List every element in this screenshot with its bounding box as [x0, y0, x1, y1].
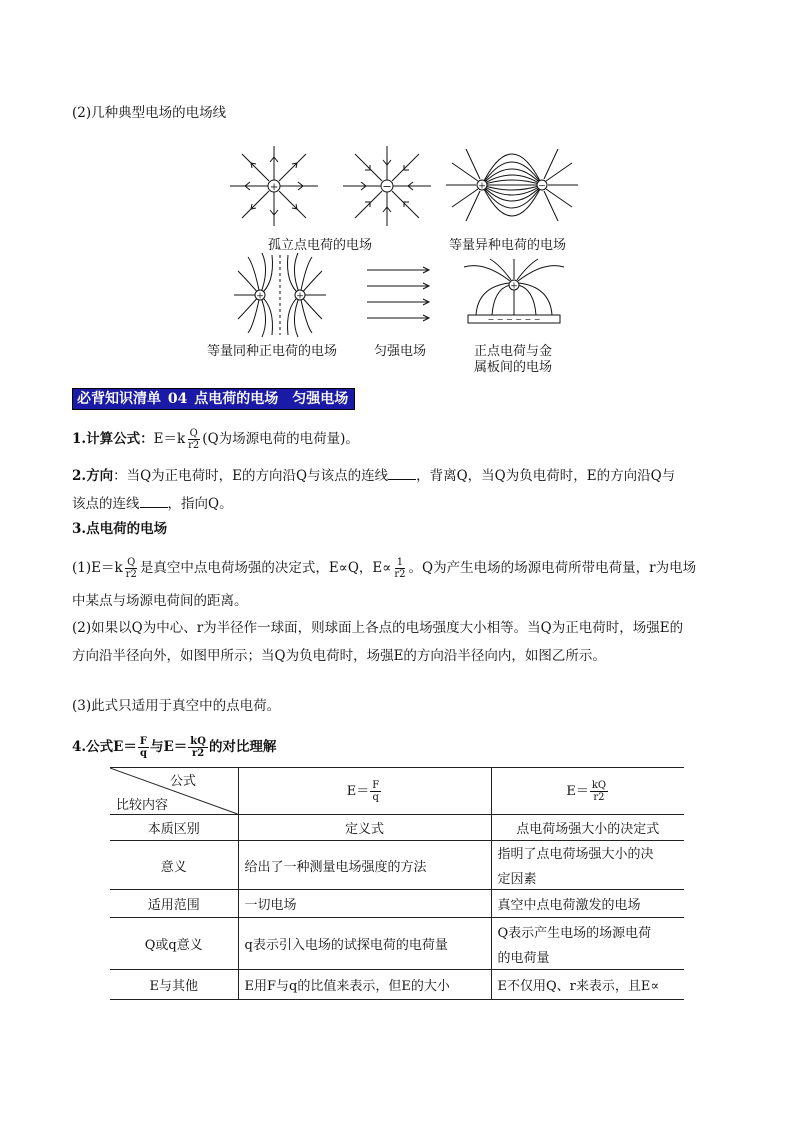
item3-para1-line1: (1)E＝k $\frac{Q}{r2}$ 是真空中点电荷场强的决定式，E∝Q，E∝ $\frac{1}{r2}$ 。Q为产生电场的场源电荷所带电荷量，r为电场 [72, 557, 697, 580]
header-definition-formula: E＝ $\frac{F}{q}$ [238, 768, 491, 815]
svg-text:−: − [382, 180, 392, 193]
item3-para3: (3)此式只适用于真空中的点电荷。 [72, 698, 281, 714]
charge-plate-diagram [464, 259, 564, 324]
like-charges-diagram [234, 253, 326, 337]
table-header-row [110, 768, 684, 815]
caption-isolated-charge: 孤立点电荷的电场 [268, 238, 373, 253]
opposite-charges-diagram [446, 149, 578, 221]
caption-uniform-field: 匀强电场 [374, 344, 427, 359]
item1-formula: 1.计算公式：E＝k $\frac{Q}{r2}$ (Q为场源电荷的电荷量)。 [72, 428, 359, 451]
fill-blank-1[interactable] [388, 467, 416, 480]
negative-point-charge-diagram [343, 146, 431, 226]
svg-text:+: + [296, 291, 304, 302]
banner-title: 点电荷的电场 匀强电场 [194, 391, 349, 407]
table-row: 适用范围 一切电场 真空中点电荷激发的电场 [110, 890, 684, 918]
section-banner [72, 388, 355, 410]
table-row: E与其他 E用F与q的比值来表示，但E的大小 E不仅用Q、r来表示，且E∝ [110, 970, 684, 1000]
item2-direction-line1: 2.方向：当Q为正电荷时，E的方向沿Q与该点的连线 ，背离Q，当Q为负电荷时，E的方向沿Q与 [72, 468, 676, 484]
svg-text:−: − [538, 181, 546, 192]
svg-text:+: + [510, 281, 518, 292]
banner-prefix: 必背知识清单 [77, 391, 161, 407]
table-row: Q或q意义 q表示引入电场的试探电荷的电荷量 Q表示产生电场的场源电荷 的电荷量 [110, 918, 684, 970]
fill-blank-2[interactable] [140, 495, 168, 508]
svg-text:+: + [269, 182, 279, 193]
caption-plate-field-2: 属板间的电场 [474, 360, 553, 375]
item3-heading: 3.点电荷的电场 [72, 521, 168, 537]
svg-text:− − − − − −: − − − − − − [487, 315, 541, 324]
item2-direction-line2: 该点的连线 ，指向Q。 [72, 496, 233, 512]
table-row: 意义 给出了一种测量电场强度的方法 指明了点电荷场强大小的决 定因素 [110, 841, 684, 890]
header-point-charge-formula: E＝ $\frac{kQ}{r2}$ [491, 768, 684, 815]
caption-like-charges: 等量同种正电荷的电场 [207, 344, 338, 359]
table-row: 本质区别 定义式 点电荷场强大小的决定式 [110, 815, 684, 841]
item4-heading: 4.公式E＝ $\frac{F}{q}$ 与E＝ $\frac{kQ}{r2}$ 的对比理解 [72, 736, 277, 759]
svg-text:+: + [256, 291, 264, 302]
banner-number: 04 [167, 391, 188, 407]
item3-para2-line2: 方向沿半径向外，如图甲所示；当Q为负电荷时，场强E的方向沿半径向内，如图乙所示。 [72, 648, 606, 664]
header-diagonal-cell: 公式 比较内容 [110, 768, 238, 815]
item3-para1-line2: 中某点与场源电荷间的距离。 [72, 593, 248, 609]
item3-para2-line1: (2)如果以Q为中心、r为半径作一球面，则球面上各点的电场强度大小相等。当Q为正电荷时，场强E的 [72, 620, 684, 636]
section-heading-field-lines: (2)几种典型电场的电场线 [72, 105, 227, 121]
svg-text:+: + [478, 181, 486, 192]
caption-opposite-charges: 等量异种电荷的电场 [449, 238, 567, 253]
comparison-table [110, 767, 684, 1000]
positive-point-charge-diagram [230, 146, 318, 226]
caption-plate-field-1: 正点电荷与金 [474, 344, 553, 359]
uniform-field-diagram [367, 267, 429, 321]
